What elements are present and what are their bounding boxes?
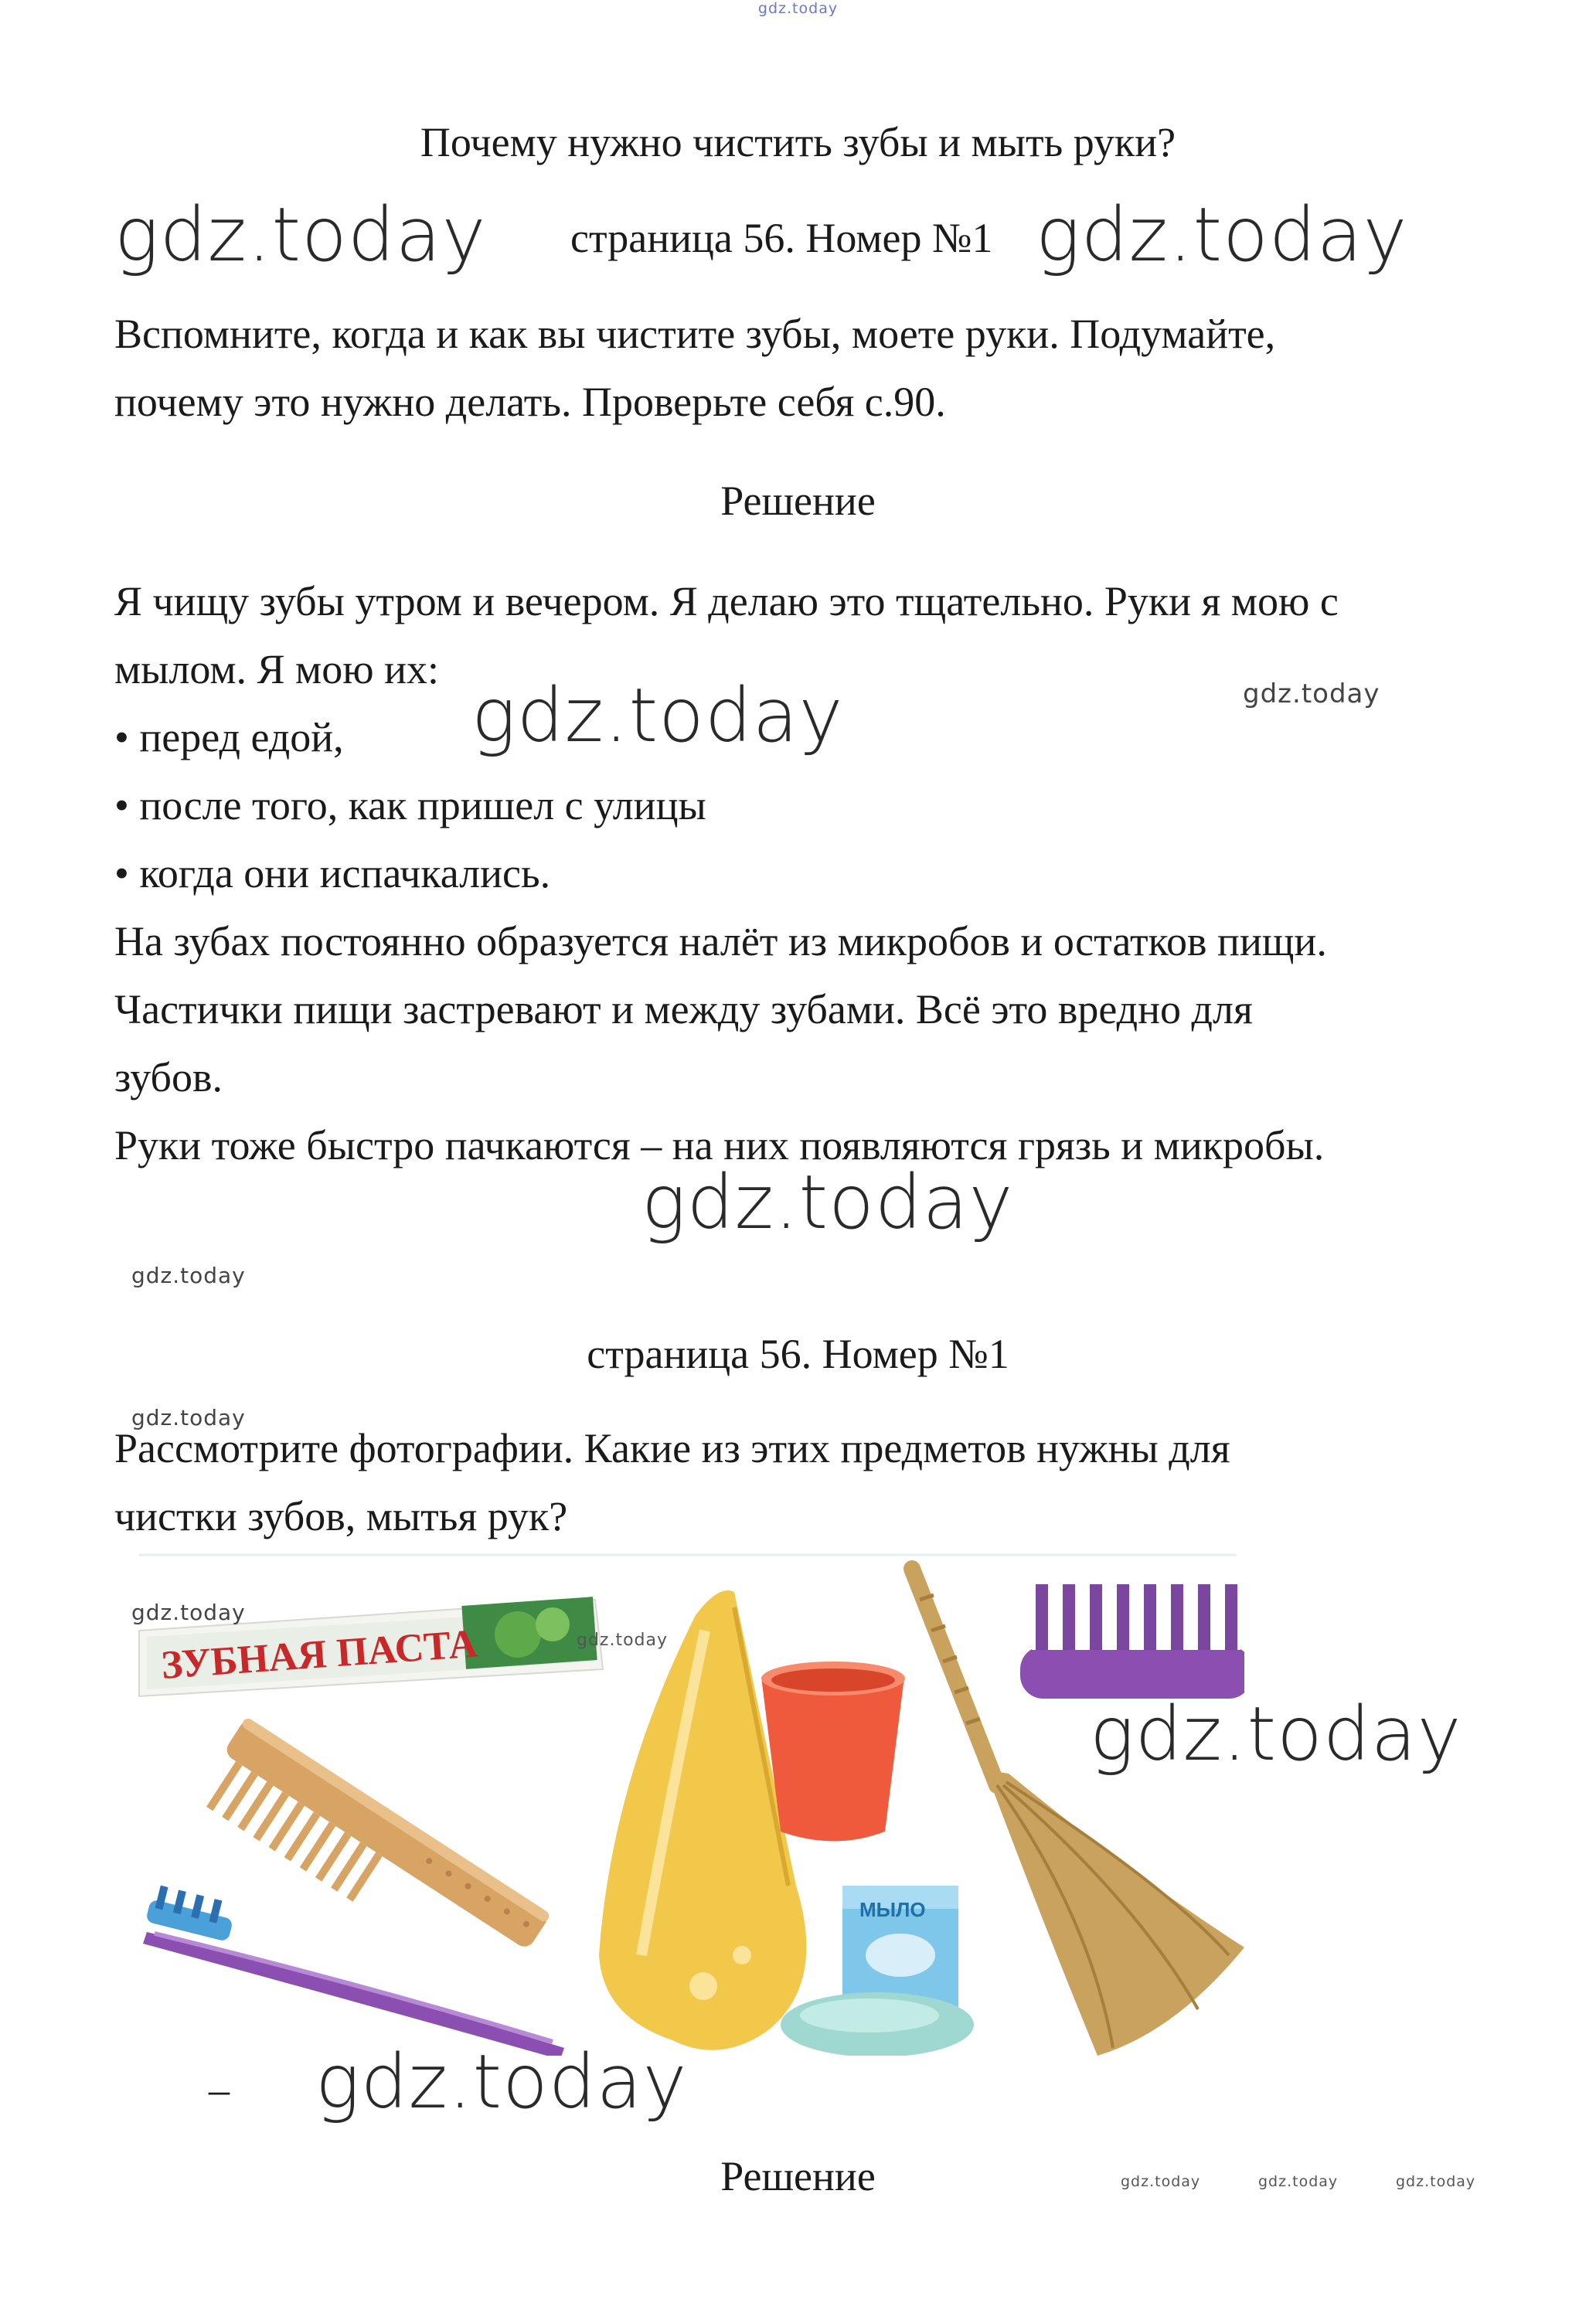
answer-line: Я чищу зубы утром и вечером. Я делаю это тщательно. Руки я мою с xyxy=(114,578,1339,624)
answer-line: мылом. Я мою их: xyxy=(114,646,439,692)
task1-question-line: Вспомните, когда и как вы чистите зубы, моете руки. Подумайте, xyxy=(114,311,1276,357)
task1-solution-label: Решение xyxy=(720,478,876,524)
watermark-header-left: gdz.today xyxy=(114,192,487,278)
task1-answer xyxy=(114,567,1506,1179)
task2-answer-dash: – xyxy=(209,2066,230,2113)
task2-question-line: Рассмотрите фотографии. Какие из этих предметов нужны для xyxy=(114,1425,1230,1471)
scrub-brush-purple xyxy=(1020,1584,1244,1699)
answer-line: зубов. xyxy=(114,1054,223,1100)
yellow-towel xyxy=(599,1590,806,2050)
red-cup xyxy=(761,1662,905,1842)
task2-question xyxy=(114,1414,1506,1550)
items-illustration xyxy=(131,1553,1244,2056)
watermark-after-answer-big: gdz.today xyxy=(641,1159,1014,1246)
top-watermark: gdz.today xyxy=(757,0,839,17)
task1-question-line: почему это нужно делать. Проверьте себя с.90. xyxy=(114,379,946,425)
comb xyxy=(193,1716,551,1996)
watermark-photo-small: gdz.today xyxy=(577,1631,669,1650)
watermark-mid-small-right: gdz.today xyxy=(1243,679,1380,709)
task2-question-line: чистки зубов, мытья рук? xyxy=(114,1493,568,1539)
answer-line: На зубах постоянно образуется налёт из микробов и остатков пищи. xyxy=(114,918,1327,964)
watermark-header-right: gdz.today xyxy=(1036,192,1408,278)
answer-line: • перед едой, xyxy=(114,714,344,760)
answer-line: Частички пищи застревают и между зубами. Всё это вредно для xyxy=(114,986,1253,1032)
watermark-mid-big: gdz.today xyxy=(471,672,844,759)
answer-line: • после того, как пришел с улицы xyxy=(114,782,706,828)
task1-header: страница 56. Номер №1 xyxy=(570,215,993,261)
task2-header: страница 56. Номер №1 xyxy=(587,1331,1009,1377)
answer-line: • когда они испачкались. xyxy=(114,850,551,896)
soap-bar xyxy=(781,1992,974,2056)
soap-box-label: МЫЛО xyxy=(859,1898,926,1921)
items-photo xyxy=(131,1553,1244,2056)
watermark-small-left-2: gdz.today xyxy=(131,1405,246,1430)
watermark-bottom-big: gdz.today xyxy=(315,2039,688,2125)
watermark-photo-big: gdz.today xyxy=(1090,1691,1462,1777)
watermark-small-left-3: gdz.today xyxy=(131,1600,246,1625)
task1-question xyxy=(114,300,1506,436)
page-title: Почему нужно чистить зубы и мыть руки? xyxy=(420,119,1176,165)
watermark-bottom-tiny-1: gdz.today xyxy=(1121,2173,1201,2190)
watermark-small-left-1: gdz.today xyxy=(131,1263,246,1288)
task2-solution-label: Решение xyxy=(720,2153,876,2199)
answer-line: Руки тоже быстро пачкаются – на них появляются грязь и микробы. xyxy=(114,1122,1325,1168)
toothpaste-label: ЗУБНАЯ ПАСТА xyxy=(159,1621,479,1688)
watermark-bottom-tiny-3: gdz.today xyxy=(1396,2173,1476,2190)
watermark-bottom-tiny-2: gdz.today xyxy=(1258,2173,1339,2190)
